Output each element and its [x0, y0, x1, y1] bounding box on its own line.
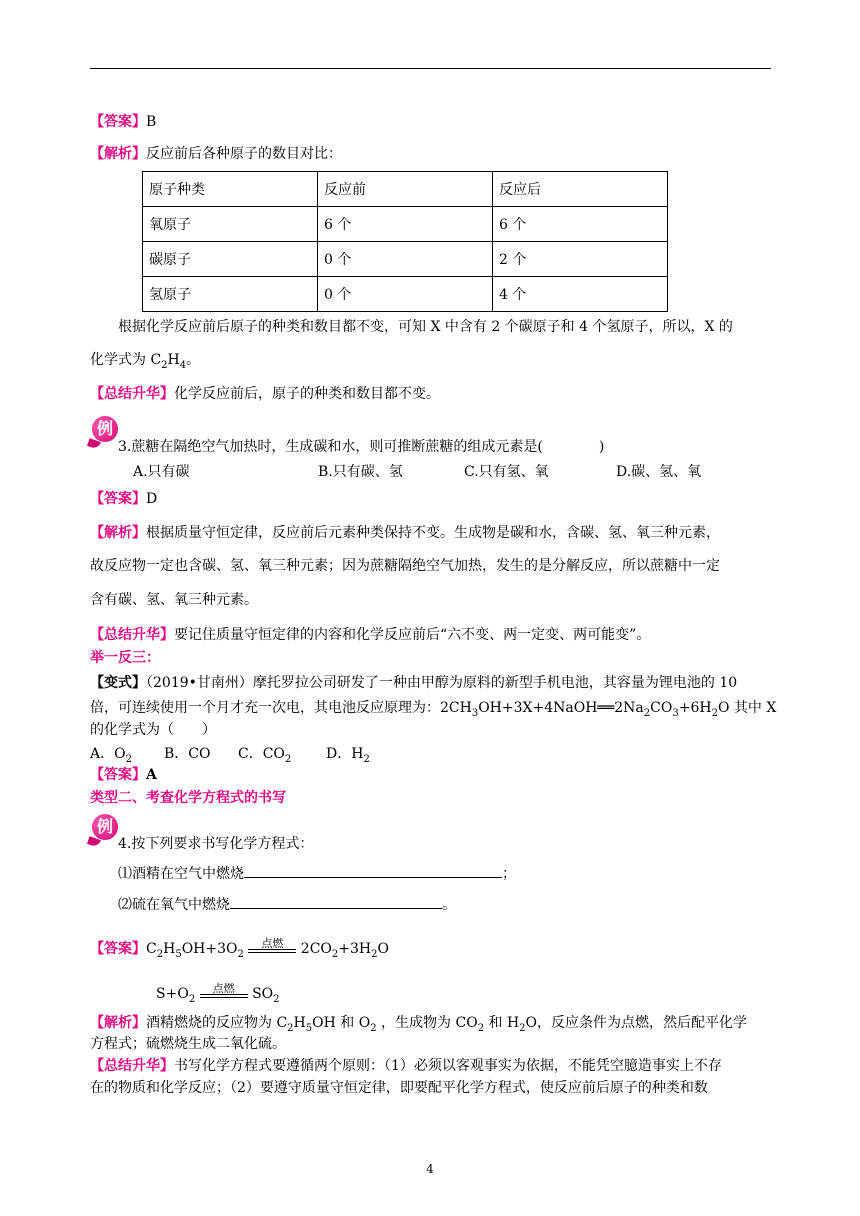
- analysis-label: 【解析】: [90, 525, 146, 541]
- equation-2-line: [156, 984, 280, 1010]
- text: OH+3X+4NaOH══2Na: [478, 700, 644, 716]
- subscript: 2: [477, 1022, 485, 1034]
- variant-option-b: [164, 744, 238, 764]
- text: ；: [502, 866, 516, 882]
- subscript: 2: [643, 707, 651, 719]
- subscript: 2: [363, 753, 370, 765]
- text: ，生成物为 CO: [376, 1015, 478, 1031]
- answer-label: 【答案】: [90, 767, 146, 783]
- answer-line-variant: [90, 765, 157, 785]
- subscript: 4: [179, 359, 187, 371]
- table-cell: 碳原子: [143, 242, 318, 277]
- subscript: 2: [371, 948, 378, 960]
- subscript: 5: [305, 1022, 313, 1034]
- text: O，反应条件为点燃，然后配平化学: [525, 1015, 748, 1031]
- variant-text: （2019•甘南州）摩托罗拉公司研发了一种由甲醇为原料的新型手机电池，其容量为锂电池的 10: [146, 675, 738, 691]
- equation-1-line: [90, 939, 389, 965]
- subscript: 2: [273, 993, 280, 1005]
- example4-item-1: [118, 863, 516, 884]
- analysis-text: 根据质量守恒定律，反应前后元素种类保持不变。生成物是碳和水，含碳、氢、氧三种元素，: [146, 525, 720, 541]
- example4-item-2: [118, 894, 456, 915]
- text: 倍，可连续使用一个月才充一次电，其电池反应原理为：2CH: [90, 700, 472, 716]
- summary-line-3: [90, 625, 650, 645]
- text: H: [167, 352, 180, 368]
- summary-label: 【总结升华】: [90, 1058, 174, 1074]
- text: CO: [650, 700, 673, 716]
- analysis-line-3b: 故反应物一定也含碳、氢、氧三种元素；因为蔗糖隔绝空气加热，发生的是分解反应，所以蔗糖中一定: [90, 558, 720, 574]
- analysis-line-4b: 方程式；硫燃烧生成二氧化硫。: [90, 1036, 286, 1052]
- table-cell: 6 个: [318, 207, 493, 242]
- text: 和 H: [484, 1015, 520, 1031]
- text: +3H: [338, 941, 372, 957]
- table-cell: 2 个: [493, 242, 668, 277]
- example4-question: 4.按下列要求书写化学方程式：: [118, 836, 314, 852]
- variant-line-3: 的化学式为（ ）: [90, 722, 216, 738]
- analysis-label: 【解析】: [90, 146, 146, 162]
- text: C．CO: [238, 746, 285, 762]
- subscript: 2: [188, 993, 196, 1005]
- summary-line-1: [90, 384, 440, 404]
- example3-question: 3.蔗糖在隔绝空气加热时，生成碳和水，则可推断蔗糖的组成元素是( ): [118, 439, 605, 455]
- subscript: 2: [370, 1022, 377, 1034]
- table-cell: 0 个: [318, 242, 493, 277]
- table-row: [143, 277, 668, 312]
- table-header-row: [143, 172, 668, 207]
- answer-blank: [230, 894, 442, 909]
- summary-text: 书写化学方程式要遵循两个原则：（1）必须以客观事实为依据，不能凭空臆造事实上不存: [174, 1058, 722, 1074]
- table-cell: 氢原子: [143, 277, 318, 312]
- example-badge-icon: 例: [92, 814, 118, 840]
- text: O: [377, 941, 389, 957]
- text: SO: [252, 986, 274, 1002]
- subscript: 2: [284, 753, 292, 765]
- answer-label: 【答案】: [90, 114, 146, 130]
- text: +6H: [678, 700, 712, 716]
- analysis-line-3c: 含有碳、氢、氧三种元素。: [90, 592, 258, 608]
- subscript: 3: [672, 707, 679, 719]
- analysis-line-1: [90, 144, 342, 164]
- summary-label: 【总结升华】: [90, 386, 174, 402]
- condition-text: 点燃: [261, 937, 284, 950]
- text: A．O: [90, 746, 126, 762]
- subscript: 2: [161, 359, 168, 371]
- table-cell: 氧原子: [143, 207, 318, 242]
- subscript: 2: [237, 948, 244, 960]
- text: 2CO: [300, 941, 332, 957]
- option-b: B.只有碳、氢: [318, 464, 403, 480]
- table-cell: 6 个: [493, 207, 668, 242]
- subscript: 3: [471, 707, 479, 719]
- text: B．CO: [164, 746, 211, 762]
- reaction-condition: [200, 982, 248, 1004]
- text: 酒精燃烧的反应物为 C: [146, 1015, 288, 1031]
- subscript: 2: [287, 1022, 294, 1034]
- double-bar: [200, 994, 248, 998]
- text: ⑴酒精在空气中燃烧: [118, 866, 244, 882]
- option-d: D.碳、氢、氧: [616, 464, 702, 480]
- variant-option-d: [326, 746, 370, 765]
- answer-value: A: [146, 767, 157, 783]
- text: S+O: [156, 986, 189, 1002]
- condition-text: 点燃: [212, 982, 235, 995]
- summary-label: 【总结升华】: [90, 627, 174, 643]
- text: 。: [186, 352, 201, 368]
- summary-text: 化学反应前后，原子的种类和数目都不变。: [174, 386, 440, 402]
- table-header-cell: 反应前: [318, 172, 493, 207]
- section-heading-type2: 类型二、考查化学方程式的书写: [90, 790, 286, 806]
- answer-label: 【答案】: [90, 491, 146, 507]
- analysis-label: 【解析】: [90, 1015, 146, 1031]
- atom-count-table: [142, 171, 668, 312]
- page-number: 4: [426, 1162, 434, 1176]
- example-badge-icon: 例: [92, 416, 118, 442]
- subscript: 2: [125, 753, 132, 765]
- answer-value: D: [146, 491, 158, 507]
- answer-line-1: [90, 112, 156, 132]
- variant-heading: 举一反三：: [90, 650, 160, 666]
- subscript: 2: [711, 707, 718, 719]
- text: H: [163, 941, 176, 957]
- conclusion-line-1: 根据化学反应前后原子的种类和数目都不变，可知 X 中含有 2 个碳原子和 4 个氢原子，所以，X 的: [118, 319, 733, 335]
- table-row: [143, 242, 668, 277]
- subscript: 2: [156, 948, 164, 960]
- text: ⑵硫在氧气中燃烧: [118, 897, 230, 913]
- text: OH 和 O: [312, 1015, 371, 1031]
- text: O 其中 X: [717, 700, 777, 716]
- table-cell: 4 个: [493, 277, 668, 312]
- answer-value: B: [146, 114, 157, 130]
- table-header-cell: 反应后: [493, 172, 668, 207]
- table-cell: 0 个: [318, 277, 493, 312]
- double-bar: [248, 949, 296, 953]
- subscript: 2: [519, 1022, 526, 1034]
- analysis-line-3a: [90, 523, 720, 543]
- text: D．H: [326, 746, 364, 762]
- text: 。: [442, 897, 456, 913]
- text: OH+3O: [181, 941, 238, 957]
- conclusion-line-2: [90, 350, 200, 376]
- variant-label: 【变式】: [90, 675, 146, 691]
- answer-line-3: [90, 489, 157, 509]
- table-header-cell: 原子种类: [143, 172, 318, 207]
- answer-blank: [244, 863, 502, 878]
- option-c: C.只有氢、氧: [464, 464, 549, 480]
- reaction-condition: [248, 937, 296, 959]
- text: C: [146, 941, 157, 957]
- summary-line-4b: 在的物质和化学反应；（2）要遵守质量守恒定律，即要配平化学方程式，使反应前后原子的种类和数: [90, 1080, 708, 1096]
- summary-text: 要记住质量守恒定律的内容和化学反应前后“六不变、两一定变、两可能变”。: [174, 627, 651, 643]
- variant-option-c: [238, 744, 326, 770]
- variant-line-1: [90, 673, 737, 693]
- option-a: A.只有碳: [133, 464, 190, 480]
- text: H: [293, 1015, 306, 1031]
- answer-label: 【答案】: [90, 941, 146, 957]
- header-rule: [90, 68, 771, 69]
- example3-options: [133, 462, 701, 482]
- analysis-text: 反应前后各种原子的数目对比：: [146, 146, 342, 162]
- subscript: 5: [175, 948, 182, 960]
- table-row: [143, 207, 668, 242]
- summary-line-4a: [90, 1056, 722, 1076]
- subscript: 2: [331, 948, 339, 960]
- text: 化学式为 C: [90, 352, 162, 368]
